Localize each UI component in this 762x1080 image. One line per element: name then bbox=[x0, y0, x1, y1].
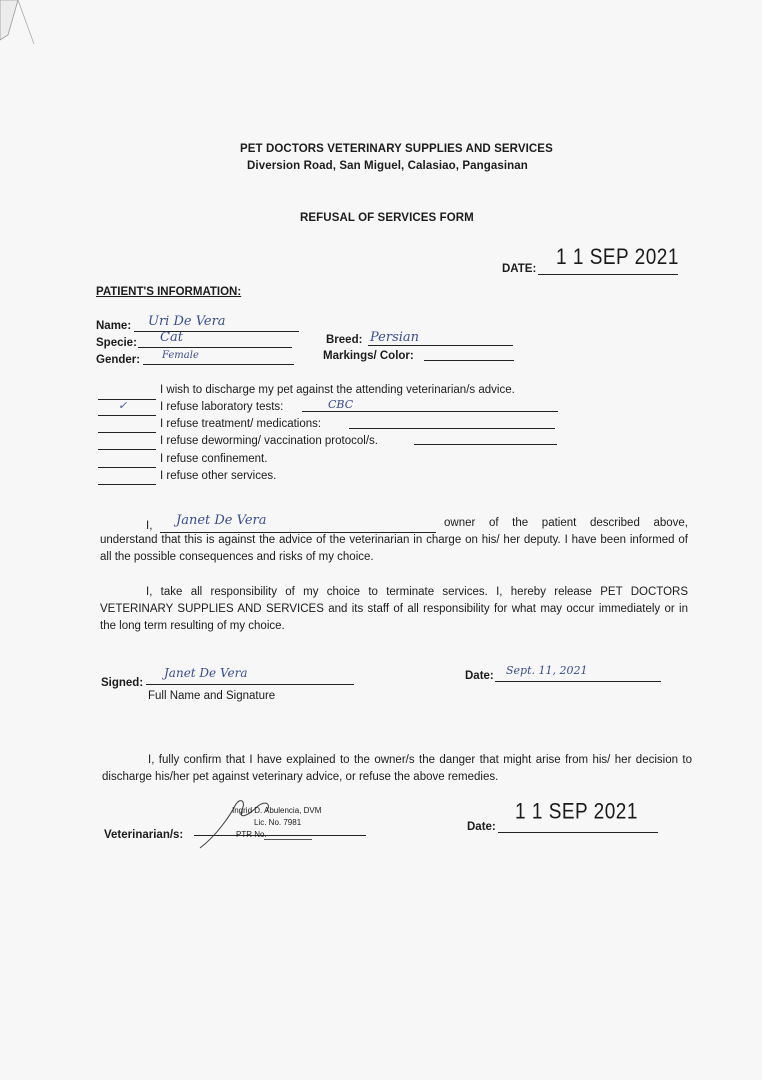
signature-date-field[interactable] bbox=[495, 681, 661, 682]
vet-confirmation-text: I, fully confirm that I have explained to the owner/s the danger that might arise from his/ her decision to discharge his/her pet against veterinary advice, or refuse the above remedies. bbox=[102, 754, 692, 783]
lab-tests-field[interactable] bbox=[302, 411, 558, 412]
option-blank[interactable] bbox=[98, 449, 156, 450]
specie-label: Specie: bbox=[96, 337, 137, 349]
gender-label: Gender: bbox=[96, 354, 141, 366]
signature-field[interactable] bbox=[146, 684, 354, 685]
signature-date-value: Sept. 11, 2021 bbox=[506, 664, 588, 677]
signature-date-label: Date: bbox=[465, 670, 494, 682]
page-corner-fold bbox=[0, 0, 40, 50]
patient-info-heading: PATIENT'S INFORMATION: bbox=[96, 286, 242, 298]
consent-paragraph-2: I, take all responsibility of my choice to terminate services. I, hereby release PET DOCTORS VETERINARY SUPPLIES AND SERVICES and its staff of all responsibility for what may occur immediately or in the long term resulting of my choice. bbox=[100, 586, 688, 632]
owner-signature: Janet De Vera bbox=[164, 666, 248, 680]
option-label: I refuse treatment/ medications: bbox=[160, 418, 322, 430]
option-blank[interactable] bbox=[98, 467, 156, 468]
vet-stamp-ptr: PTR No. bbox=[236, 830, 267, 839]
vet-date-stamp: 1 1 SEP 2021 bbox=[515, 800, 638, 825]
owner-suffix: owner of the patient described above, bbox=[444, 517, 688, 529]
specie-value: Cat bbox=[160, 330, 183, 345]
date-label: DATE: bbox=[502, 263, 537, 275]
org-name: PET DOCTORS VETERINARY SUPPLIES AND SERVICES bbox=[240, 143, 553, 155]
vet-ptr-line bbox=[264, 839, 312, 840]
name-label: Name: bbox=[96, 320, 132, 332]
option-label: I refuse laboratory tests: bbox=[160, 401, 284, 413]
full-name-caption: Full Name and Signature bbox=[148, 690, 276, 702]
option-label: I refuse deworming/ vaccination protocol/s. bbox=[160, 435, 378, 447]
name-field[interactable] bbox=[134, 331, 299, 332]
vet-label: Veterinarian/s: bbox=[104, 829, 184, 841]
vet-date-label: Date: bbox=[467, 821, 496, 833]
option-blank[interactable] bbox=[98, 415, 156, 416]
breed-field[interactable] bbox=[368, 345, 513, 346]
date-line[interactable] bbox=[538, 274, 678, 275]
consent-paragraph-1: understand that this is against the advice of the veterinarian in charge on his/ her deputy. I have been informed of all the possible consequences and risks of my choice. bbox=[100, 534, 688, 563]
option-blank[interactable] bbox=[98, 432, 156, 433]
markings-label: Markings/ Color: bbox=[323, 350, 414, 362]
option-blank[interactable] bbox=[98, 484, 156, 485]
vet-date-field[interactable] bbox=[498, 832, 658, 833]
form-title: REFUSAL OF SERVICES FORM bbox=[300, 212, 474, 224]
option-label: I refuse confinement. bbox=[160, 453, 268, 465]
breed-value: Persian bbox=[370, 330, 420, 345]
breed-label: Breed: bbox=[326, 334, 363, 346]
gender-field[interactable] bbox=[143, 364, 294, 365]
markings-field[interactable] bbox=[424, 360, 514, 361]
name-value: Uri De Vera bbox=[148, 314, 226, 329]
lab-tests-value: CBC bbox=[328, 398, 354, 411]
date-stamp: 1 1 SEP 2021 bbox=[556, 245, 679, 270]
option-label: I refuse other services. bbox=[160, 470, 277, 482]
option-label: I wish to discharge my pet against the attending veterinarian/s advice. bbox=[160, 384, 515, 396]
checkmark-icon: ✓ bbox=[118, 399, 128, 412]
specie-field[interactable] bbox=[138, 347, 292, 348]
signed-label: Signed: bbox=[101, 677, 144, 689]
deworming-field[interactable] bbox=[414, 444, 557, 445]
org-address: Diversion Road, San Miguel, Calasiao, Pangasinan bbox=[247, 160, 528, 172]
treatment-field[interactable] bbox=[349, 428, 555, 429]
vet-stamp-name: Ingrid D. Abulencia, DVM bbox=[232, 806, 322, 815]
vet-stamp-license: Lic. No. 7981 bbox=[254, 818, 302, 827]
owner-name-value: Janet De Vera bbox=[176, 513, 267, 528]
gender-value: Female bbox=[162, 350, 199, 361]
owner-prefix: I, bbox=[146, 520, 153, 532]
